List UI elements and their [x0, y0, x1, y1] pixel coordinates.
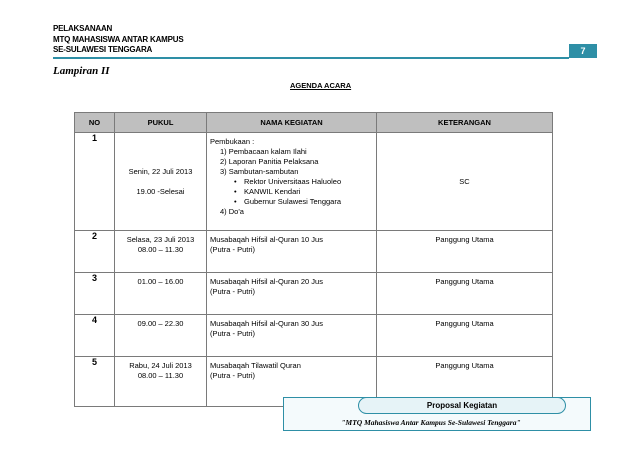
spacer	[115, 177, 206, 187]
row-note: Panggung Utama	[377, 231, 553, 273]
organizer-block	[53, 24, 184, 56]
table-header-row	[75, 113, 553, 133]
activity-line: Pembukaan :	[210, 137, 255, 146]
time-line: 08.00 – 11.30	[137, 371, 184, 380]
attachment-label: Lampiran II	[53, 65, 110, 77]
row-activity	[207, 133, 377, 231]
row-no: 5	[75, 357, 115, 407]
agenda-table	[74, 112, 553, 407]
activity-line: (Putra - Putri)	[210, 329, 256, 338]
row-time	[115, 133, 207, 231]
row-note: Panggung Utama	[377, 315, 553, 357]
time-line: Rabu, 24 Juli 2013	[129, 361, 192, 370]
activity-line: (Putra - Putri)	[210, 287, 256, 296]
row-time	[115, 357, 207, 407]
row-no: 2	[75, 231, 115, 273]
row-activity	[207, 273, 377, 315]
header-pukul: PUKUL	[115, 113, 207, 133]
time-line: 01.00 – 16.00	[137, 277, 184, 286]
activity-bullet: • Rektor Universitaas Haluoleo	[210, 177, 373, 187]
row-no: 4	[75, 315, 115, 357]
page-number-badge: 7	[569, 44, 597, 58]
table-row	[75, 133, 553, 231]
row-no: 1	[75, 133, 115, 231]
agenda-title: AGENDA ACARA	[290, 81, 352, 90]
org-line-2: MTQ MAHASISWA ANTAR KAMPUS	[53, 34, 184, 44]
row-activity	[207, 315, 377, 357]
row-note: Panggung Utama	[377, 273, 553, 315]
row-activity	[207, 231, 377, 273]
activity-line: 3) Sambutan-sambutan	[220, 167, 299, 176]
activity-bullet: • KANWIL Kendari	[210, 187, 373, 197]
activity-line: (Putra - Putri)	[210, 371, 256, 380]
row-note: Panggung Utama	[377, 357, 553, 407]
row-no: 3	[75, 273, 115, 315]
time-line: 19.00 -Selesai	[136, 186, 185, 196]
time-line: Selasa, 23 Juli 2013	[126, 235, 195, 244]
time-line: 08.00 – 11.30	[137, 245, 184, 254]
activity-line: 2) Laporan Panitia Pelaksana	[220, 157, 319, 166]
activity-line: Musabaqah Hifsil al-Quran 30 Jus	[210, 319, 323, 328]
activity-line: 1) Pembacaan kalam Ilahi	[220, 147, 307, 156]
row-time	[115, 273, 207, 315]
activity-line: Musabaqah Hifsil al-Quran 10 Jus	[210, 235, 323, 244]
time-line: Senin, 22 Juli 2013	[128, 166, 193, 176]
footer-label: Proposal Kegiatan	[358, 397, 566, 414]
activity-line: 4) Do'a	[220, 207, 244, 216]
table-row	[75, 273, 553, 315]
row-time	[115, 315, 207, 357]
table-row	[75, 315, 553, 357]
table-row	[75, 231, 553, 273]
org-line-3: SE-SULAWESI TENGGARA	[53, 45, 153, 54]
header-kegiatan: NAMA KEGIATAN	[207, 113, 377, 133]
row-note: SC	[377, 133, 553, 231]
activity-line: (Putra - Putri)	[210, 245, 256, 254]
activity-bullet: • Gubernur Sulawesi Tenggara	[210, 197, 373, 207]
activity-line: Musabaqah Hifsil al-Quran 20 Jus	[210, 277, 323, 286]
header-keterangan: KETERANGAN	[377, 113, 553, 133]
footer-slogan: "MTQ Mahasiswa Antar Kampus Se-Sulawesi Tenggara"	[341, 418, 521, 427]
org-line-1: PELAKSANAAN	[53, 24, 113, 33]
activity-line: Musabaqah Tilawatil Quran	[210, 361, 301, 370]
header-divider	[53, 57, 569, 59]
time-line: 09.00 – 22.30	[137, 319, 184, 328]
row-time	[115, 231, 207, 273]
header-no: NO	[75, 113, 115, 133]
